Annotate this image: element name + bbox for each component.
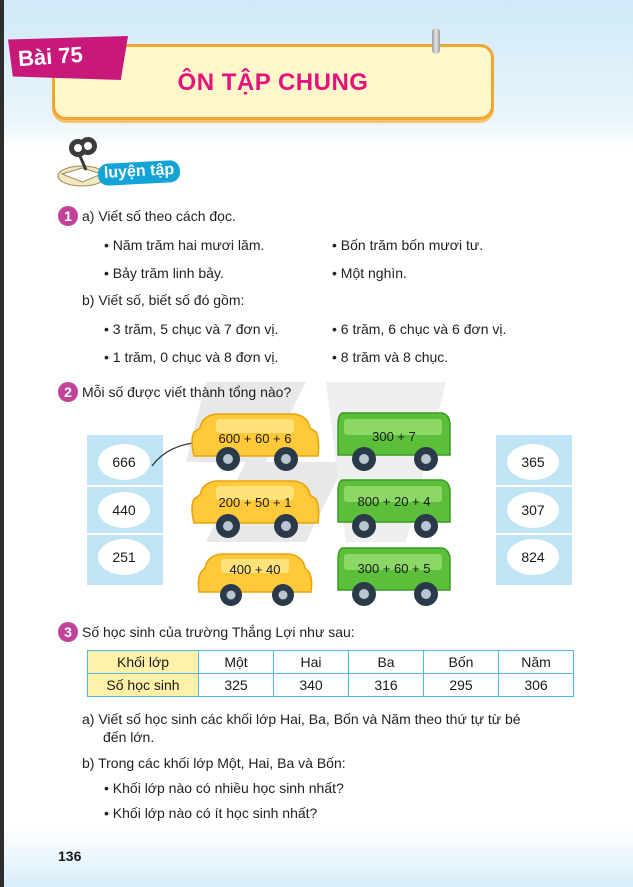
q1-b-item: • 3 trăm, 5 chục và 7 đơn vị. [104,321,279,337]
footer-background [0,827,633,887]
car-label: 300 + 60 + 5 [357,561,431,576]
question-3-number: 3 [58,622,78,642]
q1-a-item: • Bảy trăm linh bảy. [104,265,224,281]
number-circle[interactable]: 824 [507,539,559,575]
grade-cell: Một [199,651,274,674]
grade-cell: Hai [274,651,349,674]
number-circle[interactable]: 365 [507,444,559,480]
car-label: 300 + 7 [372,429,416,444]
grade-cell: Ba [349,651,424,674]
section-label-luyen-tap: luyện tập [97,160,180,186]
car-label: 400 + 40 [229,562,281,577]
green-car-icon[interactable] [334,542,454,610]
q3-b-item: • Khối lớp nào có nhiều học sinh nhất? [104,780,344,796]
q3-b-item: • Khối lớp nào có ít học sinh nhất? [104,805,318,821]
q1-part-a: a) Viết số theo cách đọc. [82,208,236,224]
q1-b-item: • 1 trăm, 0 chục và 8 đơn vị. [104,349,279,365]
table-header-cell: Khối lớp [88,651,199,674]
lesson-title: ÔN TẬP CHUNG [177,69,369,96]
q1-a-item: • Bốn trăm bốn mươi tư. [332,237,484,253]
yellow-car-icon[interactable] [197,550,313,610]
car-label: 800 + 20 + 4 [357,494,431,509]
question-1-number: 1 [58,206,78,226]
q3-prompt: Số học sinh của trường Thắng Lợi như sau: [82,624,355,640]
q1-part-b: b) Viết số, biết số đó gồm: [82,292,245,308]
student-count-table [87,650,574,697]
car-label: 600 + 60 + 6 [218,431,292,446]
column-divider [496,485,572,487]
q1-a-item: • Năm trăm hai mươi lăm. [104,237,265,253]
student-count-cell: 340 [274,674,349,697]
table-row [88,651,574,674]
q3-part-b: b) Trong các khối lớp Một, Hai, Ba và Bốn: [82,755,346,771]
student-count-cell: 316 [349,674,424,697]
number-circle[interactable]: 251 [98,539,150,575]
column-divider [87,533,163,535]
q1-b-item: • 8 trăm và 8 chục. [332,349,449,365]
lesson-badge: Bài 75 [17,41,84,72]
grade-cell: Năm [499,651,574,674]
student-count-cell: 306 [499,674,574,697]
number-circle[interactable]: 307 [507,492,559,528]
number-circle[interactable]: 440 [98,492,150,528]
q2-prompt: Mỗi số được viết thành tổng nào? [82,384,292,400]
column-divider [87,485,163,487]
student-count-cell: 295 [424,674,499,697]
right-number-column [496,435,572,585]
student-count-cell: 325 [199,674,274,697]
question-2-number: 2 [58,382,78,402]
table-header-cell: Số học sinh [88,674,199,697]
pin-icon [432,28,440,54]
car-label: 200 + 50 + 1 [218,495,292,510]
number-circle[interactable]: 666 [98,444,150,480]
q3-part-a: a) Viết số học sinh các khối lớp Hai, Ba, Bốn và Năm theo thứ tự từ bé [82,711,521,727]
page-number: 136 [58,848,82,864]
q1-b-item: • 6 trăm, 6 chục và 6 đơn vị. [332,321,507,337]
table-row [88,674,574,697]
page-edge [0,0,4,887]
q1-a-item: • Một nghìn. [332,265,407,281]
column-divider [496,533,572,535]
grade-cell: Bốn [424,651,499,674]
q3-part-a-continued: đến lớn. [103,729,155,745]
